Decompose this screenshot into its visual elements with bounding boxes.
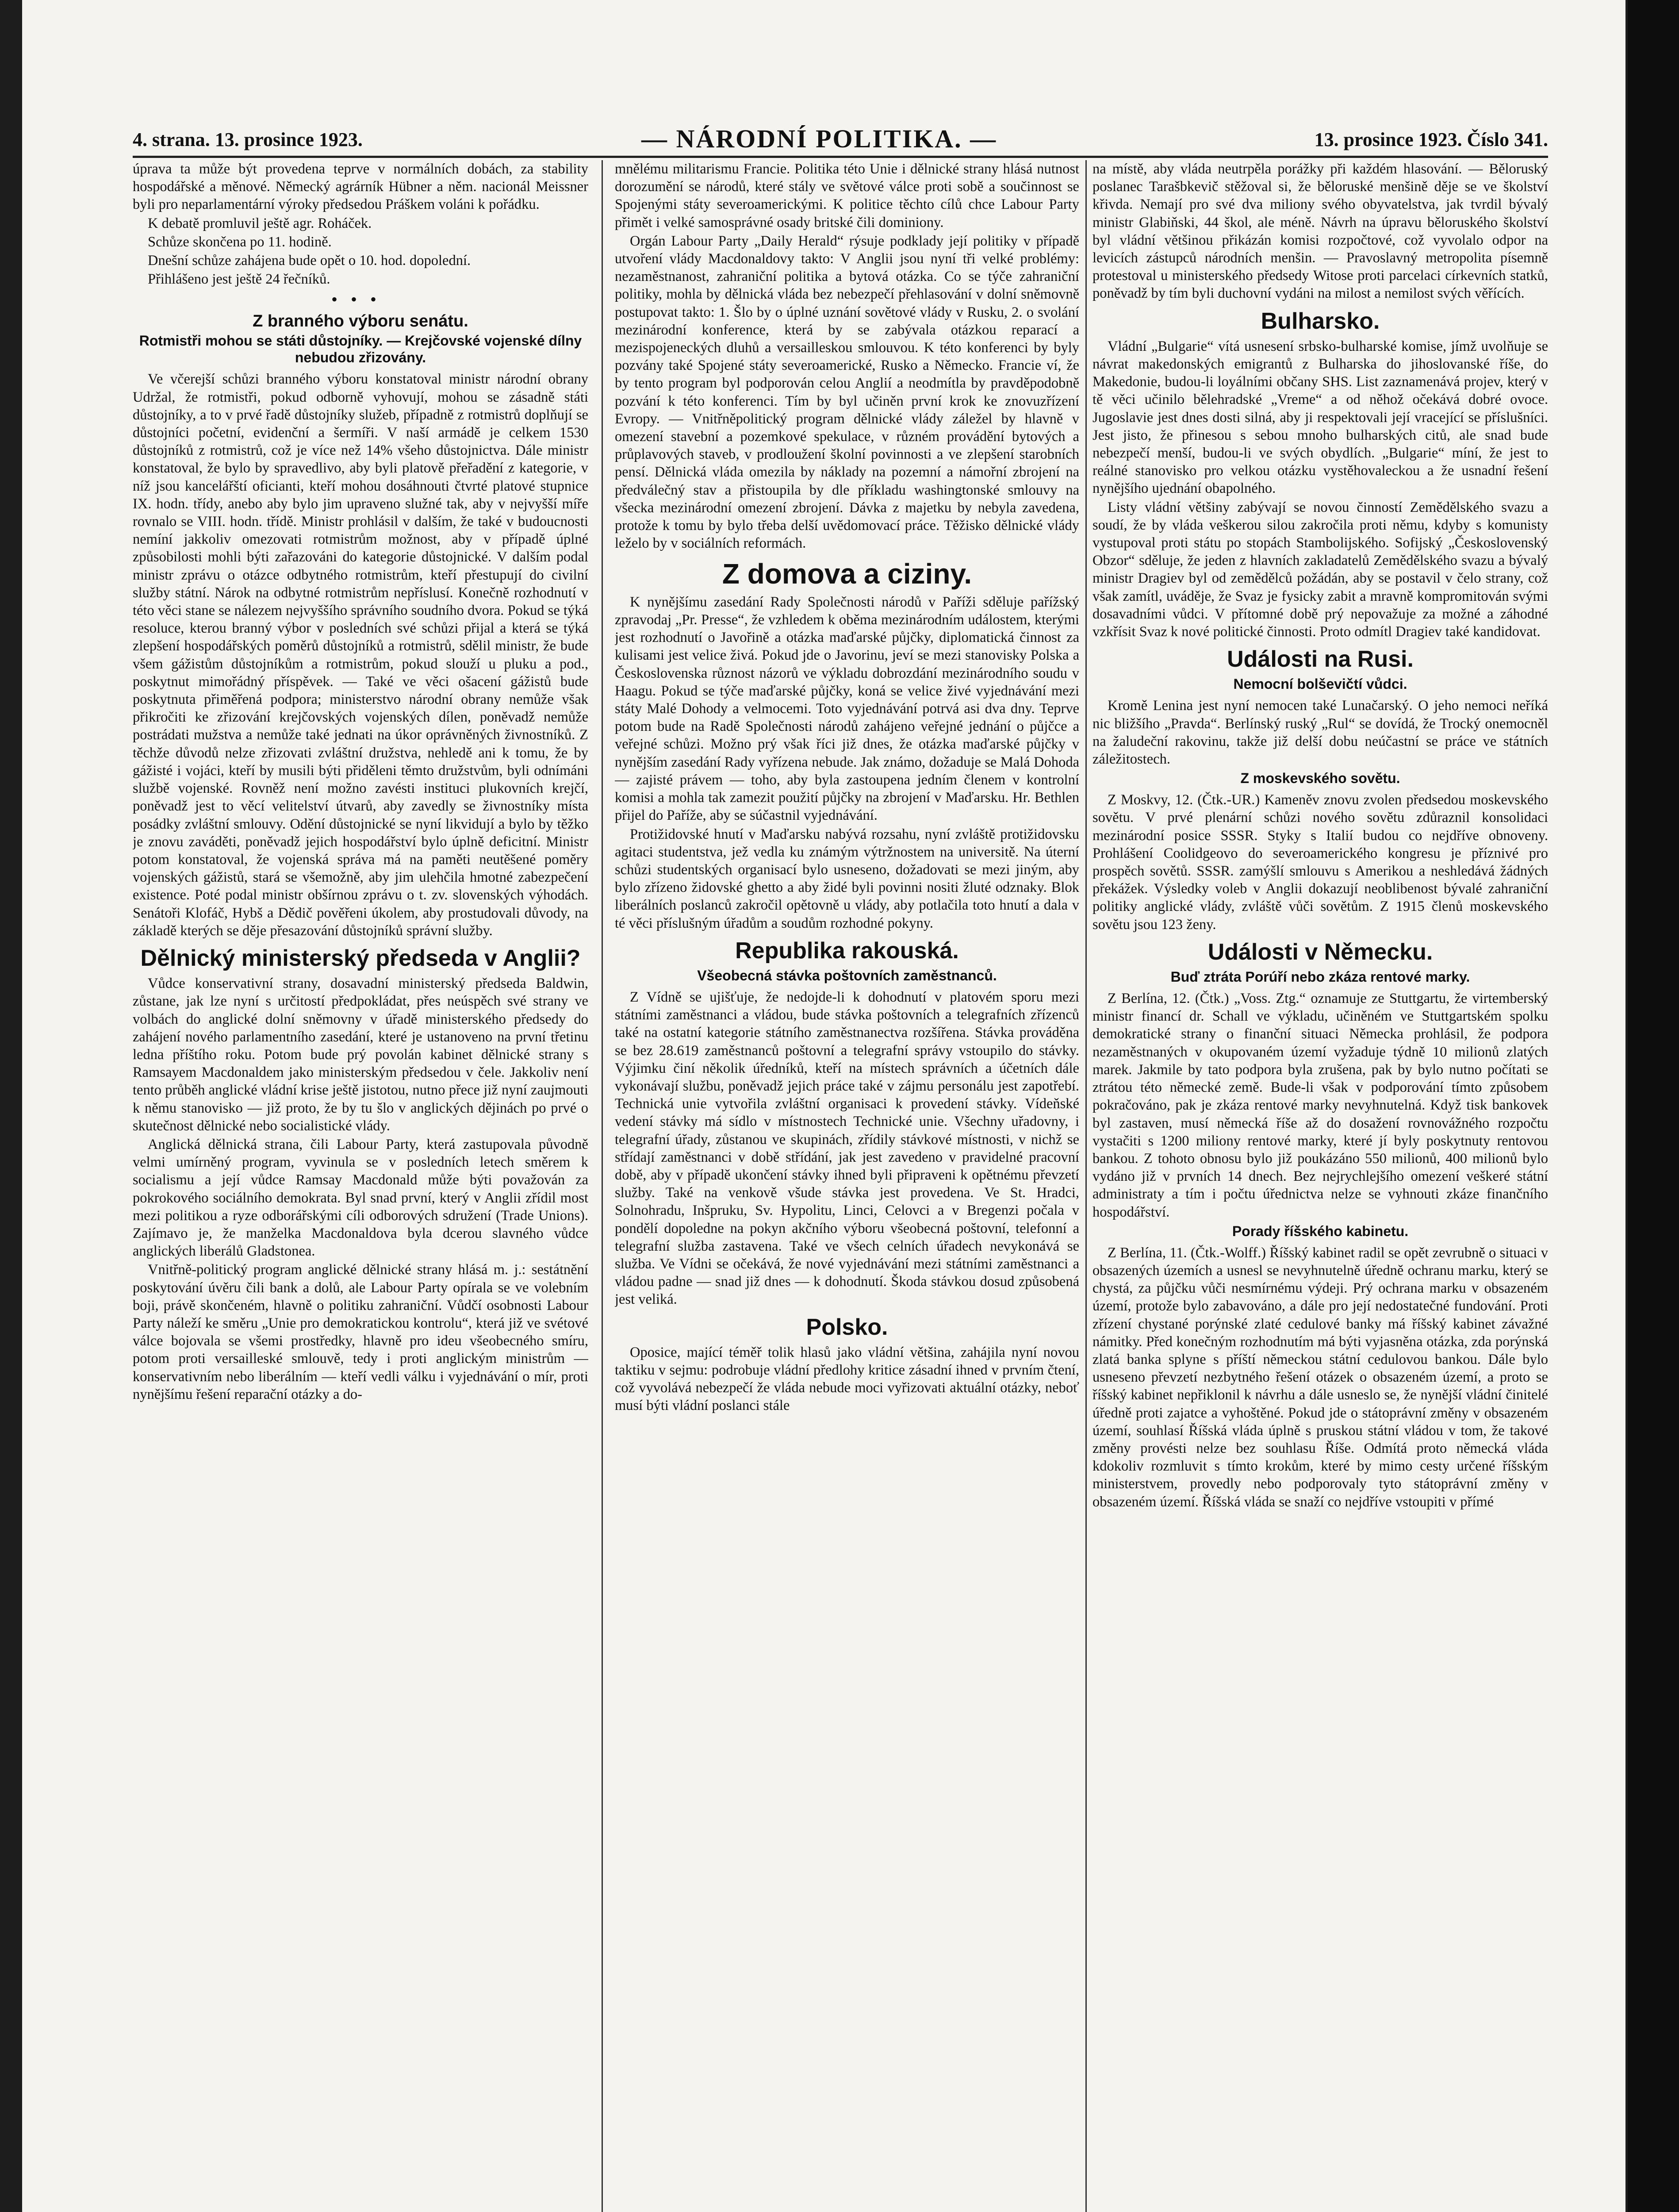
article-text: Kromě Lenina jest nyní nemocen také Lunačarský. O jeho nemoci neříká nic bližšího „Pravda“. Berlínský ruský „Rul“ se dovídá, že Trocký onemocněl na žaludeční rakovinu, takže již delší dobu neúčastní se práce ve státních záležitostech. [1092, 698, 1548, 768]
section-subheading: Buď ztráta Porúří nebo zkáza rentové marky. [1170, 969, 1470, 985]
article-text: Schůze skončena po 11. hodině. [148, 234, 332, 250]
article-text: Vnitřně-politický program anglické dělnické strany hlásá m. j.: sestátnění poskytování úvěru čili bank a dolů, ale Labour Party opírala se ve volebním boji, právě skončeném, hlavně o politiku zahraniční. Vůdčí osobnosti Labour Party náleží ke směru „Unie pro demokratickou kontrolu“, která již ve svétové válce bojovala se všemi prostředky, hlavně pro ideu všeobecného smíru, potom proti versailleské smlouvě, tedy i proti anglickým ministrům — konservativním nebo liberálním — kteří vedli válku i vyjednávání o mír, proti nynějšímu řešení reparační otázky a do- [133, 1262, 588, 1402]
header-issue-number: 13. prosince 1923. Číslo 341. [1314, 129, 1548, 150]
article-text: Listy vládní většiny zabývají se novou činností Zemědělského svazu a soudí, že by vláda veškerou silou zakročila proti němu, kdyby s komunisty vystupoval proti státu po stopách Stambolijského. Sofijský „Československý Obzor“ sděluje, že jeden z hlavních zakladatelů Zemědělského svazu a bývalý ministr Dragiev byl od zemědělců požádán, aby se postavil v čelo strany, což však zamítl, uváděje, že Svaz je fysicky zabit a mravně kompromitován svými dosavadními vůdci. V přítomné době prý nepovažuje za možné a záhodné vzkřísit Svaz k nové politické činnosti. Proto odmítl Dragiev také kandidovat. [1092, 499, 1548, 640]
article-text: Orgán Labour Party „Daily Herald“ rýsuje podklady její politiky v případě utvoření vlády Macdonaldovy takto: V Anglii jsou nyní tři velké problémy: nezaměstnanost, zahraniční politika a bytová otázka. Co se týče zahraniční politiky, mohla by dělnická vláda bez nebezpečí přehlasování v dolní sněmovně postupovat takto: 1. Šlo by o úplné uznání sovětové vlády v Rusku, 2. o svolání mezinárodní konference, která by se zabývala otázkou reparací a mezispojeneckých dluhů a versailleskou smlouvou. K této konferenci by byly pozvány také Spojené státy severoamerické, Rusko a Německo. Francie ví, že by tento program byl podporován celou Anglií a neodmítla by pravděpodobně pozvání k této konferenci. Tím by byl učiněn první krok ke znovuzřízení Evropy. — Vnitřněpolitický program dělnické vlády záležel by hlavně v omezení stavební a pozemkové spekulace, v různém provádění bytových a průplavových staveb, v prodloužení školní povinnosti a ve zlepšení starobních pensí. Dělnická vláda omezila by náklady na pozemní a námořní zbrojení na předválečný stav a přistoupila by dle příkladu washingtonské smlouvy na všecka mezinárodní omezení zbrojení. Dávka z majetku by nebyla zavedena, protože k tomu by bylo třeba delší uvědomovací práce. Těžisko dělnické vlády leželo by v sociálních reformách. [615, 233, 1079, 552]
section-heading: Polsko. [806, 1314, 888, 1340]
article-text: Vládní „Bulgarie“ vítá usnesení srbsko-bulharské komise, jímž uvolňuje se návrat makedonských emigrantů z Bulharska do jihoslovanské říše, do Makedonie, budou-li loyálními občany SHS. List zaznamenává projev, který v tě věci učinilo bělehradské „Vreme“ a od něhož očekává dobré ovoce. Jugoslavie jest dnes dosti silná, aby ji respektovali její vracející se příslušníci. Jest jisto, že přinesou s sebou mnoho bulharských citů, ale snad bude nebezpečí menší, budou-li ve svých obydlích. „Bulgarie“ míní, že jest to reálné stanovisko pro velkou otázku vystěhovaleckou a že usnadní řešení nynějšího ujednání obapolného. [1092, 338, 1548, 497]
article-text: Z Vídně se ujišťuje, že nedojde-li k dohodnutí v platovém sporu mezi státními zaměstnanci a vládou, bude stávka poštovních a telegrafních zřízenců také na ostatní kategorie státního zaměstnanectva rozšířena. Stávka prováděna se bez 28.619 zaměstnanců poštovní a telegrafní správy vstoupilo do stávky. Výjimku činí několik úředníků, kteří na místech správních a účetních dále vykonávají službu, poněvadž jejich práce také v zájmu personálu jest zapotřebí. Technická unie vytvořila zvláštní organisaci k provedení stávky. Vídeňské vedení stávky má sídlo v místnostech Technické unie. Všechny uřadovny, i telegrafní úřady, zůstanou ve skupinách, zřídily stávkové místnosti, v nichž se střídají zaměstnanci v době střídání, jak jest zavedeno v pravidelné pracovní době, aby v případě ukončení stávky ihned byli připraveni k opětnému převzetí služby. Také na venkově všude stávka jest provedena. Ve St. Hradci, Solnohradu, Inšpruku, Sv. Hypolitu, Linci, Celovci a v Bregenzi počala v pondělí dopoledne na pokyn akčního výboru všeobecná poštovní, telefonní a telegrafní služba zastavena. Také ve všech celních úřadech nevykonává se služba. Ve Vídni se očekává, že nové vyjednávání mezi státními zaměstnanci a vládou padne — snad již dnes — k dohodnutí. Škoda stávkou dosud způsobená jest veliká. [615, 989, 1079, 1308]
section-heading: Události na Rusi. [1227, 646, 1414, 672]
article-text: Z Moskvy, 12. (Čtk.-UR.) Kameněv znovu zvolen předsedou moskevského sovětu. V prvé plenární schůzi nového sovětu zdůraznil konsolidaci mezinárodní posice SSSR. Styky s Italií budou co nejdříve obnoveny. Prohlášení Coolidgeovo do severoamerického kongresu je příznivé pro prospěch sovětů. SSSR. zamýšlí smlouvu s Amerikou a neshledává žádných překážek. Výsledky voleb v Anglii dokazují neoblibenost bývalé zahraniční politiky anglické vlády, zvláště vůči sovětům. Z 1915 členů moskevského sovětu jsou 123 ženy. [1092, 792, 1548, 933]
article-text: K debatě promluvil ještě agr. Roháček. [148, 215, 372, 231]
header-rule [133, 156, 1548, 158]
section-subheading: Rotmistři mohou se státi důstojníky. — Krejčovské vojenské dílny nebudou zřizovány. [139, 333, 582, 366]
article-text: Protižidovské hnutí v Maďarsku nabývá rozsahu, nyní zvláště protižidovsku agitaci studentstva, jež vedla ku známým výtržnostem na universitě. Na úterní schůzi studentských organisací bylo usneseno, dožadovati se mezi jiným, aby bylo zřízeno židovské ghetto a aby židé byli povinni nositi žluté odznaky. Blok liberálních poslanců zakročil opětovně u vlády, aby potlačila toto hnutí a dala v té věci příslušným úřadům a soudům rozhodné pokyny. [615, 826, 1079, 931]
article-text: mnělému militarismu Francie. Politika této Unie i dělnické strany hlásá nutnost dorozumění se národů, které stály ve světové válce proti sobě a součinnost se Spojenými státy severoamerickými. K politice těchto cílů chce Labour Party přimět i velké samosprávné osady britské čili dominiony. [615, 161, 1079, 230]
section-heading: Z domova a ciziny. [722, 558, 972, 590]
section-subheading: Nemocní bolševičtí vůdci. [1233, 676, 1407, 692]
article-text: K nynějšímu zasedání Rady Společnosti národů v Paříži sděluje pařížský zpravodaj „Pr. Presse“, že vzhledem k oběma mezinárodním událostem, kterými jest rozhodnutí o Javořině a otázka maďarské půjčky, diplomatická činnost za kulisami jest velice živá. Pokud jde o Javorinu, jeví se mezi stanovisky Polska a Československa různost názorů ve výkladu dobrozdání mezinárodního soudu v Haagu. Pokud se týče maďarské půjčky, koná se velice živé vyjednávání mezi státy Malé Dohody a velmocemi. Toto vyjednávání potrvá asi dva dny. Teprve potom bude na Radě Společnosti národů zahájeno veřejné jednání o půjčce a veřejné schůzi. Možno prý však říci již dnes, že otázka maďarské půjčky v nynějším zasedání Rady vyřízena nebude. Jak známo, dožaduje se Malá Dohoda — zajisté právem — toho, aby byla zastoupena jedním členem v kontrolní komisi a mohla tak zamezit použití půjčky na zbrojení v Maďarsku. Hr. Bethlen přijel do Paříže, aby se súčastnil vyjednávání. [615, 594, 1079, 824]
article-text: Vůdce konservativní strany, dosavadní ministerský předseda Baldwin, zůstane, jak lze nyní s určitostí předpokládat, přes neúspěch své strany ve volbách do anglické dolní sněmovny v úřadě ministerského předsedy do zahájení nového parlamentního zasedání, které je ustanoveno na první třetinu ledna příštího roku. Potom bude prý povolán kabinet dělnické strany s Ramsayem Macdonaldem jako ministerským předsedou v čele. Jakkoliv není tento průběh anglické vládní krise ještě jistotou, nutno přece již nyní zaujmouti k němu stanovisko — již proto, že by tu šlo v anglických dějinách po prvé o skutečnost dělnické nebo socialistické vlády. [133, 975, 588, 1134]
section-subheading: Všeobecná stávka poštovních zaměstnanců. [697, 967, 997, 983]
article-text: Ve včerejší schůzi branného výboru konstatoval ministr národní obrany Udržal, že rotmistři, pokud odborně vyhovují, mohou se zásadně státi důstojníky, a to v prvé řadě důstojníky služeb, případně z rotmistrů doplňují se důstojníci početní, evidenční a šermíři. V naší armádě je celkem 1530 důstojníků z rotmistrů, což je více než 14% všeho důstojnictva. Dále ministr konstatoval, že bylo by spravedlivo, aby byli platově přeřadění z kategorie, v níž jsou kancelářští oficianti, kteří mohou dosáhnouti čtvrté platové stupnice IX. hodn. třídy, anebo aby bylo jim upraveno služné tak, aby v nejvyšší míře rovnalo se VIII. hodn. třídě. Ministr prohlásil v dalším, že také v budoucnosti nemíní jakkoliv omezovati rotmistrům možnost, aby v případě úplné způsobilosti mohli býti zařazováni do kategorie důstojnické. V dalším podal ministr zprávu o otázce odbytného rotmistrům, kteří přestupují do civilní služby státní. Nárok na odbytné rotmistrům nepříslusí. Konečně rozhodnutí v této věci stane se nálezem nejvyššího správního soudního dvora. Pokud se týká resoluce, kterou branný výbor v posledních své schůzi přijal a která se týká zlepšení hospodářských poměrů důstojníků a rotmistrů, sdělil ministr, že bude všem gážistům důstojníkům a rotmistrům, pokud slouží u pluku a pod., poskytnut mimořádný příspěvek. — Také ve věci ošacení gážistů bude poskytnuta přiměřená podpora; ministerstvo národní obrany nemůže však přikročiti ke zřizování krejčovských vojenských dílen, poněvadž nemůže postrádati mužstva a nemůže také jednati na úkor oprávněných živnostníků. Z těchže důvodů nelze zřizovati zvláštní družstva, nehledě ani k tomu, že by gážisté i vojáci, kteří by musili býti přiděleni těmto družstvům, byli odnímáni službě vojenské. Rovněž není možno zavésti instituci plukovních krejčí, poněvadž jest to věcí velitelství útvarů, aby zavedly se živnostníky místa posádky zvláštní smlouvy. Odění důstojnické se nyní likvidují a bylo by těžko je znovu zaváděti, poněvadž jejich hospodářství bylo úplně deficitní. Ministr potom konstatoval, že vojenská správa má na paměti neutěšené poměry vojenských gážistů, stará se všemožně, aby jim ulehčila hmotné zabezpečení existence. Poté podal ministr obšírnou zprávu o t. zv. slovenských výhodách. Senátoři Klofáč, Hybš a Dědič pověřeni úkolem, aby prostudovali důvody, na základě kterých se děje přesazování důstojníků správní služby. [133, 371, 588, 939]
page-header [133, 124, 1548, 155]
article-text: Přihlášeno jest ještě 24 řečníků. [148, 271, 330, 288]
column-divider-2 [1085, 160, 1087, 2212]
column-3 [1092, 160, 1548, 2212]
section-separator: ••• [331, 289, 390, 310]
section-heading: Události v Německu. [1208, 939, 1433, 965]
header-date-left: 4. strana. 13. prosince 1923. [133, 129, 363, 150]
article-text: Anglická dělnická strana, čili Labour Party, která zastupovala původně velmi umírněný program, vyvinula se v posledních letech směrem k socialismu a její vůdce Ramsay Macdonald může býti považován za pokrokového sociálního demokrata. Byl snad první, který v Anglii zřídil most mezi politikou a ryze odborářskými cíli odborových sdružení (Trade Unions). Zajímavo je, že manželka Macdonaldova byla dcerou slavného vůdce anglických liberálů Gladstonea. [133, 1136, 588, 1260]
section-heading: Z branného výboru senátu. [253, 311, 468, 330]
column-1 [133, 160, 588, 2212]
section-subheading: Z moskevského sovětu. [1240, 770, 1400, 787]
section-heading: Bulharsko. [1261, 308, 1380, 334]
section-subheading: Porady říšského kabinetu. [1232, 1223, 1409, 1239]
article-text: úprava ta může být provedena teprve v normálních dobách, za stability hospodářské a měnové. Německý agrárník Hübner a něm. nacionál Meissner byli pro neparlamentární výroky předsedou Práškem voláni k pořádku. [133, 161, 588, 213]
scan-edge [1628, 0, 1679, 2212]
masthead-title: — NÁRODNÍ POLITIKA. — [641, 124, 997, 153]
article-text: Oposice, mající téměř tolik hlasů jako vládní většina, zahájila nyní novou taktiku v sejmu: podrobuje vládní předlohy kritice zásadní ihned v prvním čtení, což vyvolává nebezpečí že vláda nebude moci vyřizovati aktuální otázky, neboť musí býti vládní poslanci stále [615, 1344, 1079, 1414]
article-text: na místě, aby vláda neutrpěla porážky při každém hlasování. — Běloruský poslanec Tarašbkevič stěžoval si, že běloruské menšině děje se ve školství křivda. Nemají pro své dva miliony svého obyvatelstva, jak tvrdil bývalý ministr Glabiňski, 44 škol, ale méně. Návrh na úpravu běloruského školství byl vládní většinou přikázán komisi rozpočtové, což vyvolalo odpor na levicích zástupců národních menšin. — Pravoslavný metropolita písemně protestoval u ministerského předsedy Witose proti parcelaci církevních statků, poněvadž by tím byli duchovní vydáni na milost a nemilost svých věřících. [1092, 161, 1548, 302]
section-heading: Dělnický ministerský předseda v Anglii? [140, 945, 581, 971]
column-2 [615, 160, 1079, 2212]
section-heading: Republika rakouská. [735, 937, 959, 964]
column-divider-1 [602, 160, 603, 2212]
article-text: Dnešní schůze zahájena bude opět o 10. hod. dopolední. [148, 253, 471, 269]
article-text: Z Berlína, 11. (Čtk.-Wolff.) Říšský kabinet radil se opět zevrubně o situaci v obsazených územích a usnesl se nevyhnutelně úředně ochranu marku, který se chystá, za půjčku vůči nesmírnému výdeji. Prý ochrana marku v obsazeném území, protože bylo zabavováno, a dále pro její nedostatečné fundování. Proti zřízení chystané porýnské zlaté cedulové banky má říšský kabinet závažné námitky. Před konečným rozhodnutím má býti vyjasněna otázka, zda porýnská zlatá banka splyne s příští německou státní cedulovou bankou. Dále bylo usneseno převzetí nezbytného řešení otázek o obsazeném území, a proto se říšský kabinet nepřiklonil k návrhu a dále usneslo se, že nynější vládní činitelé úředně proti zajatce a vyhoštěné. Pokud jde o státoprávní změny v obsazeném území, souhlasí Říšská vláda úplně s pruskou státní vládou v tom, že takové změny provésti nelze bez souhlasu Říše. Odmítá proto německá vláda kdokoliv rozmluvit s tímto krokům, které by mimo cesty určené říšským ministerstvem, provedly nebo podporovaly tyto státoprávní změny v obsazeném území. Říšská vláda se snaží co nejdříve vstoupiti v přímé [1092, 1244, 1548, 1510]
article-text: Z Berlína, 12. (Čtk.) „Voss. Ztg.“ oznamuje ze Stuttgartu, že virtemberský ministr financí dr. Schall ve výkladu, učiněném ve Stuttgartském spolku demokratické strany o finanční situaci Německa prohlásil, že podpora nezaměstnaných v okupovaném území vyžaduje týdně 10 milionů zlatých marek. Jakmile by tato podpora byla zrušena, pak by bylo nutno počítati se ztrátou této německé země. Bude-li však v podporování tímto způsobem pokračováno, pak je zkáza rentové marky nevyhnutelná. Když tisk bankovek byl zastaven, musí německá říše až do dosažení rovnovážného rozpočtu vystačiti s 1200 miliony rentové marky, které jí byly poskytnuty rentovou bankou. Z tohoto obnosu bylo již poukázáno 550 milionů, 400 milionů bylo vydáno již v prvních 14 dnech. Bez nejrychlejšího omezení veškeré státní administraty a tím i počtu úřednictva nelze se vyhnouti zkáze finančního hospodářství. [1092, 991, 1548, 1220]
